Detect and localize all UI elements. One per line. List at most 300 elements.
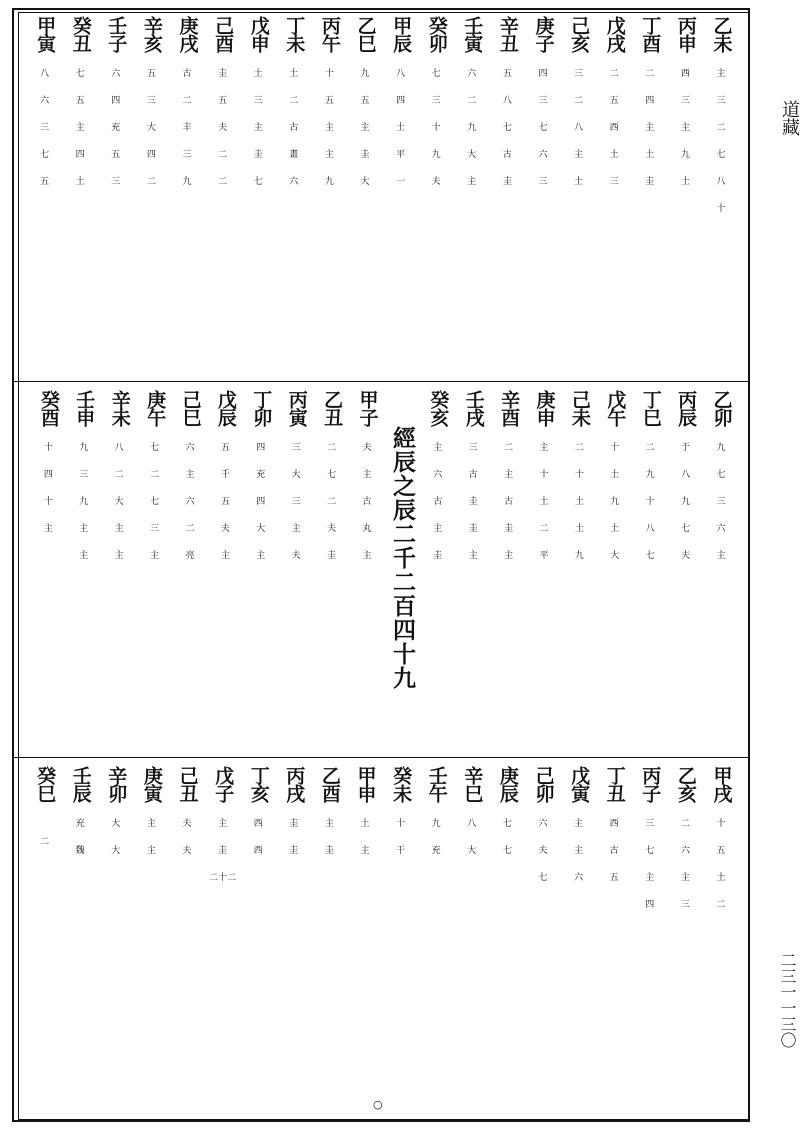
calendar-entry: 八 [396, 69, 406, 79]
calendar-entry: 二 [182, 96, 192, 106]
calendar-entry: 夫 [681, 551, 691, 561]
calendar-entry: 主 [218, 819, 228, 829]
ganzhi-column [704, 766, 738, 910]
calendar-entry: 八 [681, 470, 691, 480]
ganzhi-heading: 辛亥 [140, 16, 163, 52]
calendar-entry: 二 [574, 443, 584, 453]
ganzhi-column [704, 16, 738, 214]
calendar-entry: 夫 [218, 123, 228, 133]
ganzhi-heading: 壬寅 [461, 16, 484, 52]
calendar-entry: 四 [111, 96, 121, 106]
calendar-entry: 二 [504, 443, 514, 453]
calendar-entry: 七 [150, 443, 160, 453]
calendar-entry: 二 [218, 177, 228, 187]
calendar-entry: 九 [360, 69, 370, 79]
calendar-entry: 二 [185, 524, 195, 534]
calendar-entry: 二 [114, 470, 124, 480]
ganzhi-column [490, 16, 524, 205]
ganzhi-heading: 丙申 [674, 16, 697, 52]
calendar-entry: 五 [218, 96, 228, 106]
ganzhi-heading: 庚子 [532, 16, 555, 52]
ganzhi-heading: 戊辰 [214, 390, 237, 426]
calendar-entry: 五 [146, 69, 156, 79]
ganzhi-heading: 甲戌 [710, 766, 733, 802]
calendar-entry: 八 [716, 177, 726, 187]
ganzhi-column [562, 766, 596, 901]
calendar-entry: 五 [111, 150, 121, 160]
calendar-entry: 九 [716, 443, 726, 453]
ganzhi-column [384, 16, 418, 205]
calendar-entry: 主 [185, 470, 195, 480]
ganzhi-column [419, 16, 453, 205]
ganzhi-heading: 癸丑 [69, 16, 92, 52]
calendar-entry: 土 [396, 123, 406, 133]
ganzhi-heading: 癸巳 [34, 766, 57, 802]
calendar-entry: 主 [324, 819, 334, 829]
calendar-entry: 三 [291, 497, 301, 507]
calendar-entry: 六 [289, 177, 299, 187]
calendar-entry: 十 [539, 470, 549, 480]
ganzhi-column [208, 390, 242, 561]
calendar-entry: 土 [253, 69, 263, 79]
ganzhi-column [63, 16, 97, 205]
calendar-entry: 九 [79, 443, 89, 453]
ganzhi-column [241, 766, 275, 892]
calendar-entry: 九 [610, 497, 620, 507]
calendar-entry: 二 [539, 524, 549, 534]
calendar-entry: 夫 [220, 524, 230, 534]
calendar-entry: 土 [645, 150, 655, 160]
calendar-entry: 土 [610, 470, 620, 480]
calendar-entry: 七 [502, 123, 512, 133]
calendar-entry: 主 [680, 873, 690, 883]
calendar-entry: 古 [362, 497, 372, 507]
calendar-entry: 土 [716, 873, 726, 883]
calendar-entry: 六 [185, 443, 195, 453]
ganzhi-heading: 辛酉 [498, 390, 521, 426]
ganzhi-column [28, 766, 62, 883]
calendar-entry: 大 [111, 846, 121, 856]
calendar-entry: 九 [431, 150, 441, 160]
calendar-entry: 大 [467, 846, 477, 856]
calendar-entry: 五 [40, 177, 50, 187]
calendar-entry: 西 [680, 69, 690, 79]
calendar-entry: 土 [289, 69, 299, 79]
calendar-entry: 夫 [182, 846, 192, 856]
calendar-entry: 八 [467, 819, 477, 829]
ganzhi-column [170, 16, 204, 205]
calendar-entry: 八 [114, 443, 124, 453]
calendar-entry: 圭 [645, 177, 655, 187]
calendar-entry: 平 [539, 551, 549, 561]
ganzhi-heading: 乙亥 [674, 766, 697, 802]
band-divider-lower [12, 757, 750, 758]
calendar-entry: 西 [253, 819, 263, 829]
ganzhi-heading: 戊戌 [603, 16, 626, 52]
ganzhi-column [350, 390, 384, 561]
calendar-entry: 夫 [327, 524, 337, 534]
calendar-entry: 古 [504, 497, 514, 507]
ganzhi-column [134, 766, 168, 892]
ganzhi-heading: 癸酉 [37, 390, 60, 426]
calendar-entry: 西 [253, 846, 263, 856]
calendar-entry: 主 [362, 470, 372, 480]
calendar-band-3 [18, 766, 748, 1116]
calendar-entry: 二 [327, 497, 337, 507]
ganzhi-column [527, 390, 561, 561]
calendar-entry: 四 [75, 150, 85, 160]
calendar-entry: 三 [680, 96, 690, 106]
calendar-entry: 二 [289, 96, 299, 106]
ganzhi-heading: 辛丑 [496, 16, 519, 52]
calendar-entry: 主 [504, 470, 514, 480]
ganzhi-heading: 己酉 [212, 16, 235, 52]
ganzhi-column [455, 766, 489, 892]
ganzhi-heading: 丁卯 [250, 390, 273, 426]
calendar-entry: 圭 [502, 177, 512, 187]
ganzhi-column [277, 766, 311, 892]
calendar-entry: 三 [680, 900, 690, 910]
ganzhi-heading: 甲寅 [34, 16, 57, 52]
calendar-entry: 七 [538, 123, 548, 133]
ganzhi-column [312, 16, 346, 205]
calendar-entry: 大 [111, 819, 121, 829]
calendar-entry: 三 [468, 443, 478, 453]
ganzhi-column [526, 16, 560, 205]
ganzhi-heading: 丙寅 [285, 390, 308, 426]
calendar-entry: 十 [574, 470, 584, 480]
calendar-entry: 九 [645, 470, 655, 480]
calendar-entry: 充 [431, 846, 441, 856]
calendar-entry: 亮 [185, 551, 195, 561]
calendar-entry: 主 [468, 551, 478, 561]
calendar-entry: 主 [291, 524, 301, 534]
calendar-entry: 十 [645, 497, 655, 507]
calendar-entry: 六 [40, 96, 50, 106]
calendar-entry: 三 [645, 819, 655, 829]
calendar-entry: 七 [716, 150, 726, 160]
calendar-entry: 夫 [182, 819, 192, 829]
calendar-entry: 三 [291, 443, 301, 453]
ganzhi-column [597, 766, 631, 901]
calendar-entry: 十 [431, 123, 441, 133]
calendar-entry: 三 [253, 96, 263, 106]
calendar-entry: 三 [146, 96, 156, 106]
calendar-entry: 大 [360, 177, 370, 187]
ganzhi-heading: 丙午 [318, 16, 341, 52]
band-divider-upper [12, 381, 750, 382]
calendar-entry: 十 [43, 443, 53, 453]
calendar-band-1 [18, 16, 748, 376]
collection-name: 道藏 [779, 100, 800, 136]
calendar-entry: 七 [538, 873, 548, 883]
ganzhi-heading: 己卯 [532, 766, 555, 802]
calendar-entry: 主 [645, 123, 655, 133]
calendar-entry: 三 [431, 96, 441, 106]
calendar-entry: 六 [433, 470, 443, 480]
ganzhi-column [562, 390, 596, 561]
calendar-entry: 九 [431, 819, 441, 829]
ganzhi-column [490, 766, 524, 892]
calendar-entry: 五 [716, 846, 726, 856]
page-number: 二三一一三〇 [778, 952, 797, 1048]
calendar-entry: 主 [43, 524, 53, 534]
calendar-entry: 圭 [433, 551, 443, 561]
calendar-entry: 七 [253, 177, 263, 187]
ganzhi-column [633, 766, 667, 910]
band-title: 經辰之辰二千二百四十九 [389, 426, 416, 690]
calendar-entry: 圭 [504, 524, 514, 534]
calendar-entry: 七 [502, 846, 512, 856]
calendar-entry: 六 [574, 873, 584, 883]
ganzhi-heading: 壬子 [105, 16, 128, 52]
calendar-entry: 二 [716, 900, 726, 910]
ganzhi-column [315, 390, 349, 561]
calendar-entry: 主 [360, 123, 370, 133]
calendar-entry: 丰 [182, 123, 192, 133]
calendar-entry: 五 [609, 873, 619, 883]
calendar-entry: 古 [609, 846, 619, 856]
ganzhi-column [492, 390, 526, 561]
calendar-entry: 土 [75, 177, 85, 187]
calendar-entry: 三 [574, 69, 584, 79]
ganzhi-heading: 癸亥 [427, 390, 450, 426]
ganzhi-heading: 己未 [568, 390, 591, 426]
calendar-entry: 六 [538, 819, 548, 829]
calendar-entry: 圭 [327, 551, 337, 561]
ganzhi-heading: 乙卯 [710, 390, 733, 426]
calendar-entry: 七 [681, 524, 691, 534]
calendar-entry: 主 [574, 819, 584, 829]
calendar-entry: 十 [324, 69, 334, 79]
calendar-entry: 六 [538, 150, 548, 160]
calendar-entry: 二 [609, 69, 619, 79]
ganzhi-column [206, 766, 240, 901]
ganzhi-column [598, 390, 632, 561]
calendar-entry: 十 [610, 443, 620, 453]
calendar-entry: 主 [253, 123, 263, 133]
ganzhi-heading: 戊寅 [568, 766, 591, 802]
ganzhi-heading: 壬戌 [462, 390, 485, 426]
ganzhi-column [31, 390, 65, 552]
ganzhi-column [102, 390, 136, 561]
ganzhi-column [277, 16, 311, 205]
calendar-entry: 三 [182, 150, 192, 160]
calendar-entry: 十 [716, 819, 726, 829]
calendar-entry: 大 [610, 551, 620, 561]
calendar-entry: 八 [645, 524, 655, 534]
calendar-entry: 土 [574, 524, 584, 534]
calendar-entry: 圭 [324, 846, 334, 856]
ganzhi-heading: 乙巳 [354, 16, 377, 52]
bottom-circle-mark: ○ [373, 1098, 383, 1111]
ganzhi-heading: 己丑 [176, 766, 199, 802]
calendar-entry: 五 [609, 96, 619, 106]
ganzhi-column [633, 390, 667, 561]
calendar-entry: 古 [502, 150, 512, 160]
calendar-entry: 主 [114, 524, 124, 534]
ganzhi-heading: 庚寅 [140, 766, 163, 802]
calendar-entry: 二 [218, 150, 228, 160]
calendar-entry: 三 [716, 497, 726, 507]
ganzhi-column [633, 16, 667, 205]
calendar-entry: 夫 [538, 846, 548, 856]
calendar-entry: 圭 [218, 846, 228, 856]
calendar-entry: 九 [467, 123, 477, 133]
calendar-entry: 九 [574, 551, 584, 561]
calendar-entry: 夫 [291, 551, 301, 561]
ganzhi-heading: 乙丑 [321, 390, 344, 426]
calendar-entry: 十 [43, 497, 53, 507]
calendar-entry: 五 [220, 497, 230, 507]
calendar-entry: 七 [40, 150, 50, 160]
calendar-entry: 九 [681, 497, 691, 507]
ganzhi-column [173, 390, 207, 561]
calendar-entry: 四 [538, 69, 548, 79]
ganzhi-column [241, 16, 275, 205]
calendar-entry: 夫 [362, 443, 372, 453]
calendar-entry: 五 [220, 443, 230, 453]
calendar-entry: 六 [467, 69, 477, 79]
calendar-entry: 西 [609, 819, 619, 829]
calendar-entry: 土 [609, 150, 619, 160]
calendar-entry: 三 [79, 470, 89, 480]
calendar-entry: 七 [150, 497, 160, 507]
ganzhi-column [170, 766, 204, 892]
calendar-entry: 主 [574, 846, 584, 856]
calendar-entry: 主 [79, 551, 89, 561]
calendar-entry: 圭 [360, 150, 370, 160]
calendar-entry: 一 [396, 177, 406, 187]
calendar-entry: 七 [75, 69, 85, 79]
calendar-entry: 四 [396, 96, 406, 106]
ganzhi-column [134, 16, 168, 205]
ganzhi-heading: 丙戌 [283, 766, 306, 802]
calendar-entry: 二 [146, 177, 156, 187]
calendar-entry: 主 [256, 551, 266, 561]
calendar-entry: 主 [150, 551, 160, 561]
calendar-entry: 七 [645, 846, 655, 856]
ganzhi-heading: 甲辰 [390, 16, 413, 52]
calendar-entry: 主 [504, 551, 514, 561]
calendar-entry: 三 [609, 177, 619, 187]
calendar-entry: 三 [40, 123, 50, 133]
ganzhi-column [419, 766, 453, 892]
calendar-entry: 主 [433, 524, 443, 534]
calendar-entry: 二十二 [209, 873, 237, 883]
calendar-entry: 大 [146, 123, 156, 133]
calendar-entry: 五 [75, 96, 85, 106]
calendar-entry: 十 [716, 204, 726, 214]
ganzhi-heading: 己亥 [568, 16, 591, 52]
calendar-entry: 圭 [253, 150, 263, 160]
calendar-entry: 二 [327, 443, 337, 453]
calendar-entry: 六 [716, 524, 726, 534]
ganzhi-heading: 甲子 [356, 390, 379, 426]
ganzhi-heading: 庚午 [144, 390, 167, 426]
calendar-entry: 九 [182, 177, 192, 187]
ganzhi-heading: 乙未 [710, 16, 733, 52]
calendar-entry: 主 [574, 150, 584, 160]
calendar-entry: 二 [40, 837, 50, 847]
ganzhi-heading: 癸未 [390, 766, 413, 802]
calendar-entry: 七 [327, 470, 337, 480]
calendar-entry: 充 [256, 470, 266, 480]
ganzhi-column [669, 390, 703, 561]
ganzhi-column [312, 766, 346, 892]
calendar-entry: 畫 [289, 150, 299, 160]
calendar-entry: 三 [538, 177, 548, 187]
calendar-entry: 充 [75, 819, 85, 829]
calendar-entry: 土 [680, 177, 690, 187]
calendar-entry: 八 [574, 123, 584, 133]
calendar-entry: 大 [114, 497, 124, 507]
calendar-entry: 四 [256, 497, 266, 507]
ganzhi-heading: 戊申 [247, 16, 270, 52]
ganzhi-heading: 辛巳 [461, 766, 484, 802]
calendar-entry: 土 [574, 177, 584, 187]
calendar-entry: 丸 [362, 524, 372, 534]
calendar-entry: 五 [324, 96, 334, 106]
ganzhi-heading: 戊午 [604, 390, 627, 426]
calendar-entry: 千 [220, 470, 230, 480]
calendar-entry: 主 [716, 69, 726, 79]
calendar-entry: 九 [680, 150, 690, 160]
ganzhi-column [206, 16, 240, 205]
calendar-entry: 九 [324, 177, 334, 187]
calendar-entry: 十 [396, 819, 406, 829]
ganzhi-heading: 戊子 [212, 766, 235, 802]
ganzhi-heading: 乙酉 [318, 766, 341, 802]
calendar-entry: 西 [609, 123, 619, 133]
calendar-entry: 二 [645, 69, 655, 79]
ganzhi-column [455, 16, 489, 205]
calendar-entry: 主 [75, 123, 85, 133]
calendar-entry: 大 [256, 524, 266, 534]
calendar-entry: 六 [680, 846, 690, 856]
calendar-entry: 大 [291, 470, 301, 480]
ganzhi-heading: 丙辰 [675, 390, 698, 426]
calendar-entry: 古 [468, 470, 478, 480]
ganzhi-column [67, 390, 101, 561]
calendar-entry: 圭 [468, 524, 478, 534]
calendar-entry: 古 [433, 497, 443, 507]
calendar-entry: 土 [360, 819, 370, 829]
calendar-entry: 五 [502, 69, 512, 79]
calendar-entry: 土 [610, 524, 620, 534]
calendar-entry: 二 [645, 443, 655, 453]
calendar-entry: 三 [111, 177, 121, 187]
calendar-entry: 八 [40, 69, 50, 79]
calendar-entry: 主 [220, 551, 230, 561]
calendar-entry: 主 [324, 123, 334, 133]
calendar-entry: 二 [574, 96, 584, 106]
calendar-entry: 主 [645, 873, 655, 883]
ganzhi-column [384, 766, 418, 892]
calendar-entry: 古 [289, 123, 299, 133]
calendar-entry: 九 [79, 497, 89, 507]
calendar-entry: 八 [502, 96, 512, 106]
ganzhi-column [597, 16, 631, 205]
calendar-entry: 魏 [75, 846, 85, 856]
calendar-entry: 圭 [218, 69, 228, 79]
calendar-entry: 二 [150, 470, 160, 480]
ganzhi-heading: 丁亥 [247, 766, 270, 802]
calendar-entry: 三 [150, 524, 160, 534]
calendar-entry: 主 [79, 524, 89, 534]
ganzhi-column [99, 16, 133, 205]
calendar-entry: 于 [681, 443, 691, 453]
